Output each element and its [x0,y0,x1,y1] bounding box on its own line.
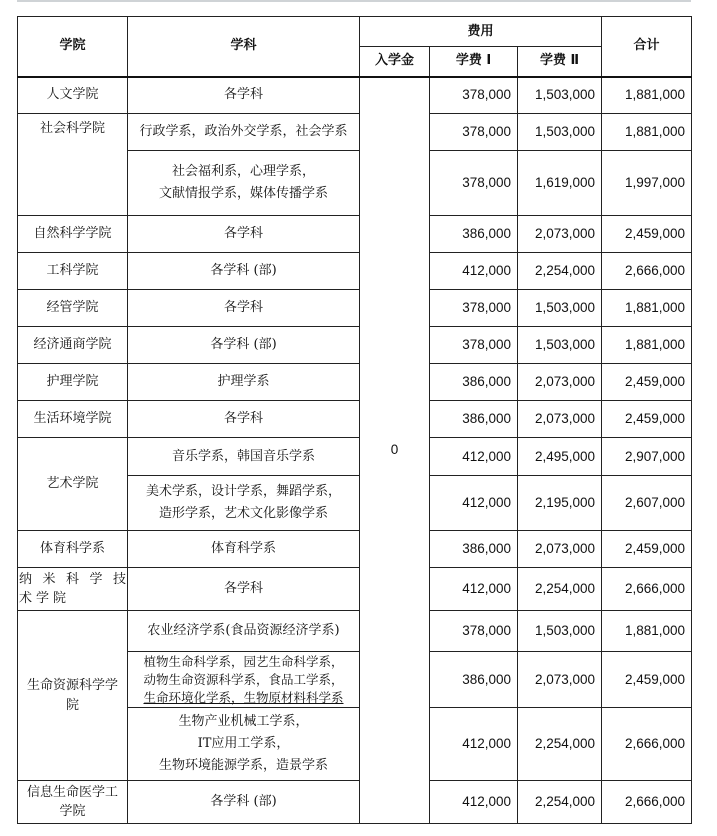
tuition2-cell: 2,073,000 [518,364,602,401]
header-college: 学院 [18,17,128,77]
college-line: 学院 [59,804,86,819]
college-cell: 艺术学院 [18,438,128,531]
major-cell: 各学科 (部) [128,327,360,364]
college-cell [18,781,128,824]
total-cell: 2,907,000 [602,438,692,476]
total-cell: 2,666,000 [602,253,692,290]
major-line: 植物生命科学系，园艺生命科学系， [143,653,344,669]
college-line: 院 [65,697,79,713]
top-rule [17,0,691,2]
header-tuition-2: 学费 Ⅱ [518,47,602,77]
tuition1-cell: 412,000 [430,476,518,531]
college-cell: 自然科学学院 [18,216,128,253]
tuition1-cell: 412,000 [430,708,518,781]
tuition1-cell: 412,000 [430,568,518,611]
total-cell: 2,607,000 [602,476,692,531]
major-line: 造形学系，艺术文化影像学系 [158,506,328,521]
tuition2-cell: 2,254,000 [518,568,602,611]
header-fees: 费用 [360,17,602,47]
major-cell: 体育科学系 [128,531,360,568]
college-cell: 社会科学院 [18,114,128,216]
major-cell: 各学科 [128,216,360,253]
college-line: 术学院 [19,591,71,606]
tuition1-cell: 386,000 [430,531,518,568]
tuition1-cell: 412,000 [430,438,518,476]
major-cell [128,708,360,781]
major-cell: 各学科 (部) [128,253,360,290]
tuition2-cell: 1,503,000 [518,611,602,652]
header-admission: 入学金 [360,47,430,77]
college-cell: 体育科学系 [18,531,128,568]
major-line: 动物生命资源科学系，食品工学系， [143,671,344,687]
tuition1-cell: 378,000 [430,327,518,364]
college-cell: 经管学院 [18,290,128,327]
tuition2-cell: 1,503,000 [518,290,602,327]
header-tuition-1: 学费 Ⅰ [430,47,518,77]
tuition1-cell: 412,000 [430,781,518,824]
tuition1-cell: 378,000 [430,114,518,151]
tuition2-cell: 2,254,000 [518,253,602,290]
major-cell: 各学科 [128,568,360,611]
total-cell: 2,666,000 [602,781,692,824]
total-cell: 2,459,000 [602,652,692,708]
total-cell: 1,997,000 [602,151,692,216]
tuition2-cell: 2,073,000 [518,216,602,253]
college-line: 信息生命医学工 [26,785,118,800]
tuition2-cell: 2,254,000 [518,708,602,781]
tuition2-cell: 2,073,000 [518,652,602,708]
total-cell: 1,881,000 [602,611,692,652]
table-row [18,253,692,290]
total-cell: 2,459,000 [602,216,692,253]
tuition2-cell: 1,503,000 [518,114,602,151]
total-cell: 1,881,000 [602,77,692,114]
total-cell: 2,459,000 [602,364,692,401]
table-row [18,364,692,401]
college-cell: 护理学院 [18,364,128,401]
tuition-table [17,16,692,824]
major-line: 生物环境能源学系，造景学系 [158,758,328,773]
major-cell: 各学科 (部) [128,781,360,824]
total-cell: 1,881,000 [602,327,692,364]
tuition1-cell: 386,000 [430,401,518,438]
table-row [18,327,692,364]
tuition2-cell: 1,503,000 [518,77,602,114]
college-cell: 人文学院 [18,77,128,114]
tuition1-cell: 386,000 [430,652,518,708]
college-cell: 生活环境学院 [18,401,128,438]
tuition1-cell: 386,000 [430,216,518,253]
header-major: 学科 [128,17,360,77]
major-line: 生物产业机械工学系， [178,714,309,729]
total-cell: 2,459,000 [602,401,692,438]
tuition1-cell: 378,000 [430,151,518,216]
table-row [18,438,692,476]
total-cell: 1,881,000 [602,290,692,327]
major-cell: 各学科 [128,290,360,327]
table-row [18,114,692,151]
tuition2-cell: 2,495,000 [518,438,602,476]
major-line: 文献情报学系，媒体传播学系 [158,186,328,201]
tuition2-cell: 2,195,000 [518,476,602,531]
table-row [18,568,692,611]
table-row [18,781,692,824]
college-cell: 工科学院 [18,253,128,290]
college-cell: 经济通商学院 [18,327,128,364]
major-cell [128,476,360,531]
tuition2-cell: 1,619,000 [518,151,602,216]
major-cell: 护理学系 [128,364,360,401]
major-line: 社会福利系，心理学系， [171,164,315,179]
table-row [18,531,692,568]
admission-fee-cell: 0 [360,77,430,824]
table-row [18,77,692,114]
major-cell: 各学科 [128,77,360,114]
tuition1-cell: 386,000 [430,364,518,401]
major-cell [128,652,360,708]
tuition1-cell: 378,000 [430,77,518,114]
college-cell [18,611,128,781]
major-line: 美术学系，设计学系，舞蹈学系， [145,484,341,499]
major-cell: 音乐学系，韩国音乐学系 [128,438,360,476]
table-row [18,611,692,652]
major-cell: 农业经济学系(食品资源经济学系) [128,611,360,652]
major-cell [128,151,360,216]
table-row [18,290,692,327]
major-line: IT应用工学系， [197,736,290,751]
table-row [18,216,692,253]
tuition2-cell: 2,073,000 [518,401,602,438]
tuition2-cell: 1,503,000 [518,327,602,364]
table-row [18,401,692,438]
tuition1-cell: 378,000 [430,611,518,652]
major-cell: 各学科 [128,401,360,438]
tuition1-cell: 412,000 [430,253,518,290]
total-cell: 2,666,000 [602,708,692,781]
tuition2-cell: 2,073,000 [518,531,602,568]
college-line: 纳米科学技 [19,572,126,587]
total-cell: 2,666,000 [602,568,692,611]
major-cell: 行政学系，政治外交学系，社会学系 [128,114,360,151]
header-row-1 [18,17,692,47]
tuition2-cell: 2,254,000 [518,781,602,824]
total-cell: 1,881,000 [602,114,692,151]
major-line: 生命环境化学系，生物原材料科学系 [143,689,344,705]
college-cell [18,568,128,611]
tuition1-cell: 378,000 [430,290,518,327]
header-total: 合计 [602,17,692,77]
total-cell: 2,459,000 [602,531,692,568]
college-line: 生命资源科学学 [26,677,118,693]
